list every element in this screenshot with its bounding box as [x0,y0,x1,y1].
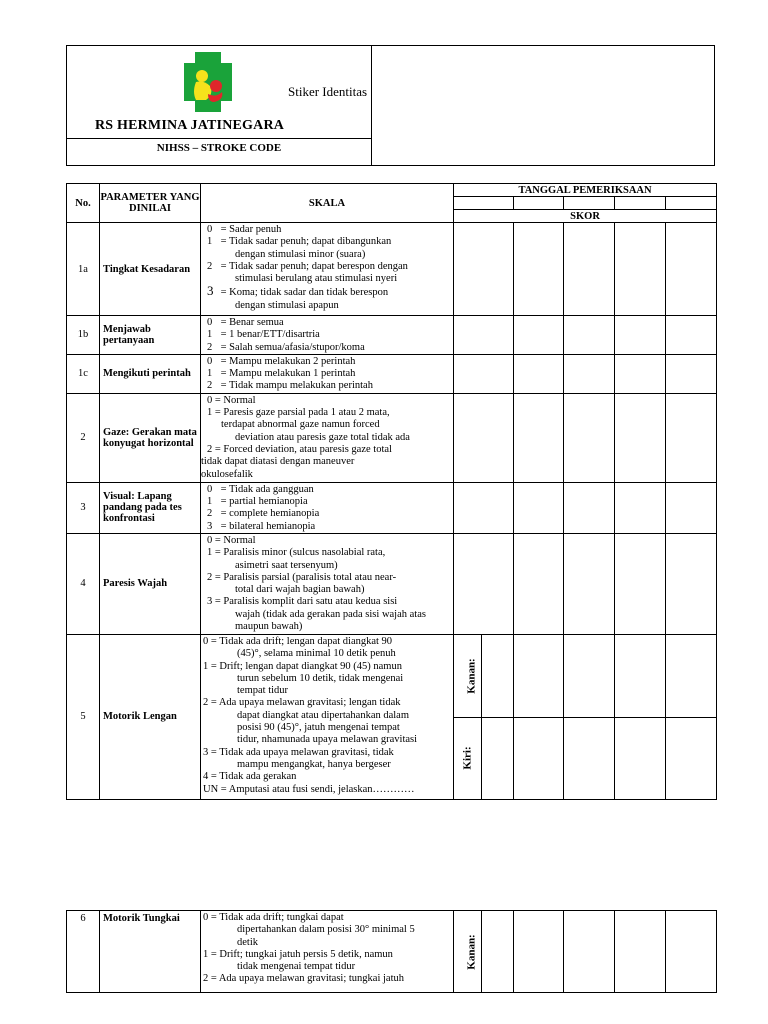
score-cell[interactable] [514,482,564,533]
row-scale: 0 = Tidak ada drift; tungkai dapat dipertahankan dalam posisi 30° minimal 5 detik 1 = Drift; tungkai jatuh persis 5 detik, namun tidak mengenai tempat tidur 2 = Ada upaya melawan gravitasi; tungkai jatuh [201,911,454,993]
row-scale: 0 = Tidak ada gangguan 1 = partial hemianopia 2 = complete hemianopia 3 = bilateral hemianopia [201,482,454,533]
table-row [67,316,717,355]
date-cell[interactable] [454,197,514,210]
score-cell[interactable] [482,634,514,717]
row-number: 2 [67,393,100,482]
score-cell[interactable] [615,717,666,799]
side-label-left: Kiri: [454,717,482,799]
score-cell[interactable] [482,911,514,993]
score-cell[interactable] [564,393,615,482]
score-cell[interactable] [666,911,717,993]
table-row [67,482,717,533]
row-parameter: Visual: Lapang pandang pada tes konfrontasi [100,482,201,533]
score-cell[interactable] [666,634,717,717]
row-number: 4 [67,533,100,634]
score-cell[interactable] [615,393,666,482]
date-cell[interactable] [514,197,564,210]
table-row [67,634,717,717]
row-scale: 0 = Mampu melakukan 2 perintah 1 = Mampu melakukan 1 perintah 2 = Tidak mampu melakukan perintah [201,354,454,393]
side-label-right: Kanan: [454,911,482,993]
score-cell[interactable] [615,911,666,993]
col-skor: SKOR [454,210,717,223]
score-cell[interactable] [514,717,564,799]
score-cell[interactable] [615,533,666,634]
score-cell[interactable] [454,533,514,634]
row-number: 1a [67,223,100,316]
table-row [67,533,717,634]
row-number: 5 [67,634,100,799]
score-cell[interactable] [514,533,564,634]
score-cell[interactable] [564,316,615,355]
score-cell[interactable] [615,482,666,533]
score-cell[interactable] [454,482,514,533]
table-row [67,911,717,993]
score-cell[interactable] [454,316,514,355]
score-cell[interactable] [514,393,564,482]
col-skala: SKALA [201,184,454,223]
score-cell[interactable] [666,354,717,393]
score-cell[interactable] [514,911,564,993]
row-parameter: Tingkat Kesadaran [100,223,201,316]
row-parameter: Gaze: Gerakan mata konyugat horizontal [100,393,201,482]
row-scale: 0 = Normal 1 = Paralisis minor (sulcus nasolabial rata, asimetri saat tersenyum) 2 = Paralisis parsial (paralisis total atau near- total dari wajah bagian bawah) 3 = Paralisis komplit dari satu atau kedua sisi wajah (tidak ada gerakan pada sisi wajah atas maupun bawah) [201,533,454,634]
row-number: 6 [67,911,100,993]
score-cell[interactable] [615,316,666,355]
score-cell[interactable] [564,634,615,717]
score-cell[interactable] [615,634,666,717]
score-cell[interactable] [615,354,666,393]
row-parameter: Paresis Wajah [100,533,201,634]
col-param: PARAMETER YANG DINILAI [100,184,201,223]
sticker-label: Stiker Identitas [288,84,368,99]
score-cell[interactable] [514,354,564,393]
table-row [67,393,717,482]
date-cell[interactable] [615,197,666,210]
score-cell[interactable] [564,533,615,634]
nihss-table-continued [66,910,717,993]
score-cell[interactable] [666,393,717,482]
score-cell[interactable] [564,717,615,799]
table-row [67,354,717,393]
score-cell[interactable] [564,223,615,316]
score-cell[interactable] [666,316,717,355]
score-cell[interactable] [454,393,514,482]
row-parameter: Menjawab pertanyaan [100,316,201,355]
score-cell[interactable] [564,354,615,393]
score-cell[interactable] [666,223,717,316]
row-scale: 0 = Benar semua 1 = 1 benar/ETT/disartria 2 = Salah semua/afasia/stupor/koma [201,316,454,355]
row-parameter: Mengikuti perintah [100,354,201,393]
score-cell[interactable] [564,482,615,533]
row-number: 1b [67,316,100,355]
side-label-right: Kanan: [454,634,482,717]
row-number: 1c [67,354,100,393]
row-scale: 0 = Tidak ada drift; lengan dapat diangkat 90 (45)°, selama minimal 10 detik penuh 1 = Drift; lengan dapat diangkat 90 (45) namun turun sebelum 10 detik, tidak mengenai tempat tidur 2 = Ada upaya melawan gravitasi; lengan tidak dapat diangkat atau dipertahankan dalam posisi 90 (45)°, jatuh mengenai tempat tidur, nhamunada upaya melawan gravitasi 3 = Tidak ada upaya melawan gravitasi, tidak mampu mengangkat, hanya bergeser 4 = Tidak ada gerakan UN = Amputasi atau fusi sendi, jelaskan………… [201,634,454,799]
hermina-logo [184,52,232,112]
score-cell[interactable] [666,533,717,634]
date-cell[interactable] [666,197,717,210]
score-cell[interactable] [454,354,514,393]
score-cell[interactable] [564,911,615,993]
score-cell[interactable] [454,223,514,316]
col-no: No. [67,184,100,223]
row-parameter: Motorik Lengan [100,634,201,799]
score-cell[interactable] [666,482,717,533]
hospital-name: RS HERMINA JATINEGARA [95,118,285,133]
row-scale: 0 = Normal 1 = Paresis gaze parsial pada 1 atau 2 mata, terdapat abnormal gaze namun forced deviation atau paresis gaze total tidak ada 2 = Forced deviation, atau paresis gaze total tidak dapat diatasi dengan maneuver okulosefalik [201,393,454,482]
row-number: 3 [67,482,100,533]
score-cell[interactable] [482,717,514,799]
header-divider-horizontal [66,138,372,139]
score-cell[interactable] [615,223,666,316]
row-scale: 0 = Sadar penuh 1 = Tidak sadar penuh; dapat dibangunkan dengan stimulasi minor (suara) 2 = Tidak sadar penuh; dapat berespon dengan stimulasi berulang atau stimulasi nyeri 3 = Koma; tidak sadar dan tidak berespon dengan stimulasi apapun [201,223,454,316]
row-parameter: Motorik Tungkai [100,911,201,993]
score-cell[interactable] [514,223,564,316]
score-cell[interactable] [666,717,717,799]
form-code: NIHSS – STROKE CODE [156,142,282,154]
score-cell[interactable] [514,316,564,355]
table-row [67,223,717,316]
col-tanggal: TANGGAL PEMERIKSAAN [454,184,717,197]
nihss-table [66,183,717,800]
date-cell[interactable] [564,197,615,210]
score-cell[interactable] [514,634,564,717]
